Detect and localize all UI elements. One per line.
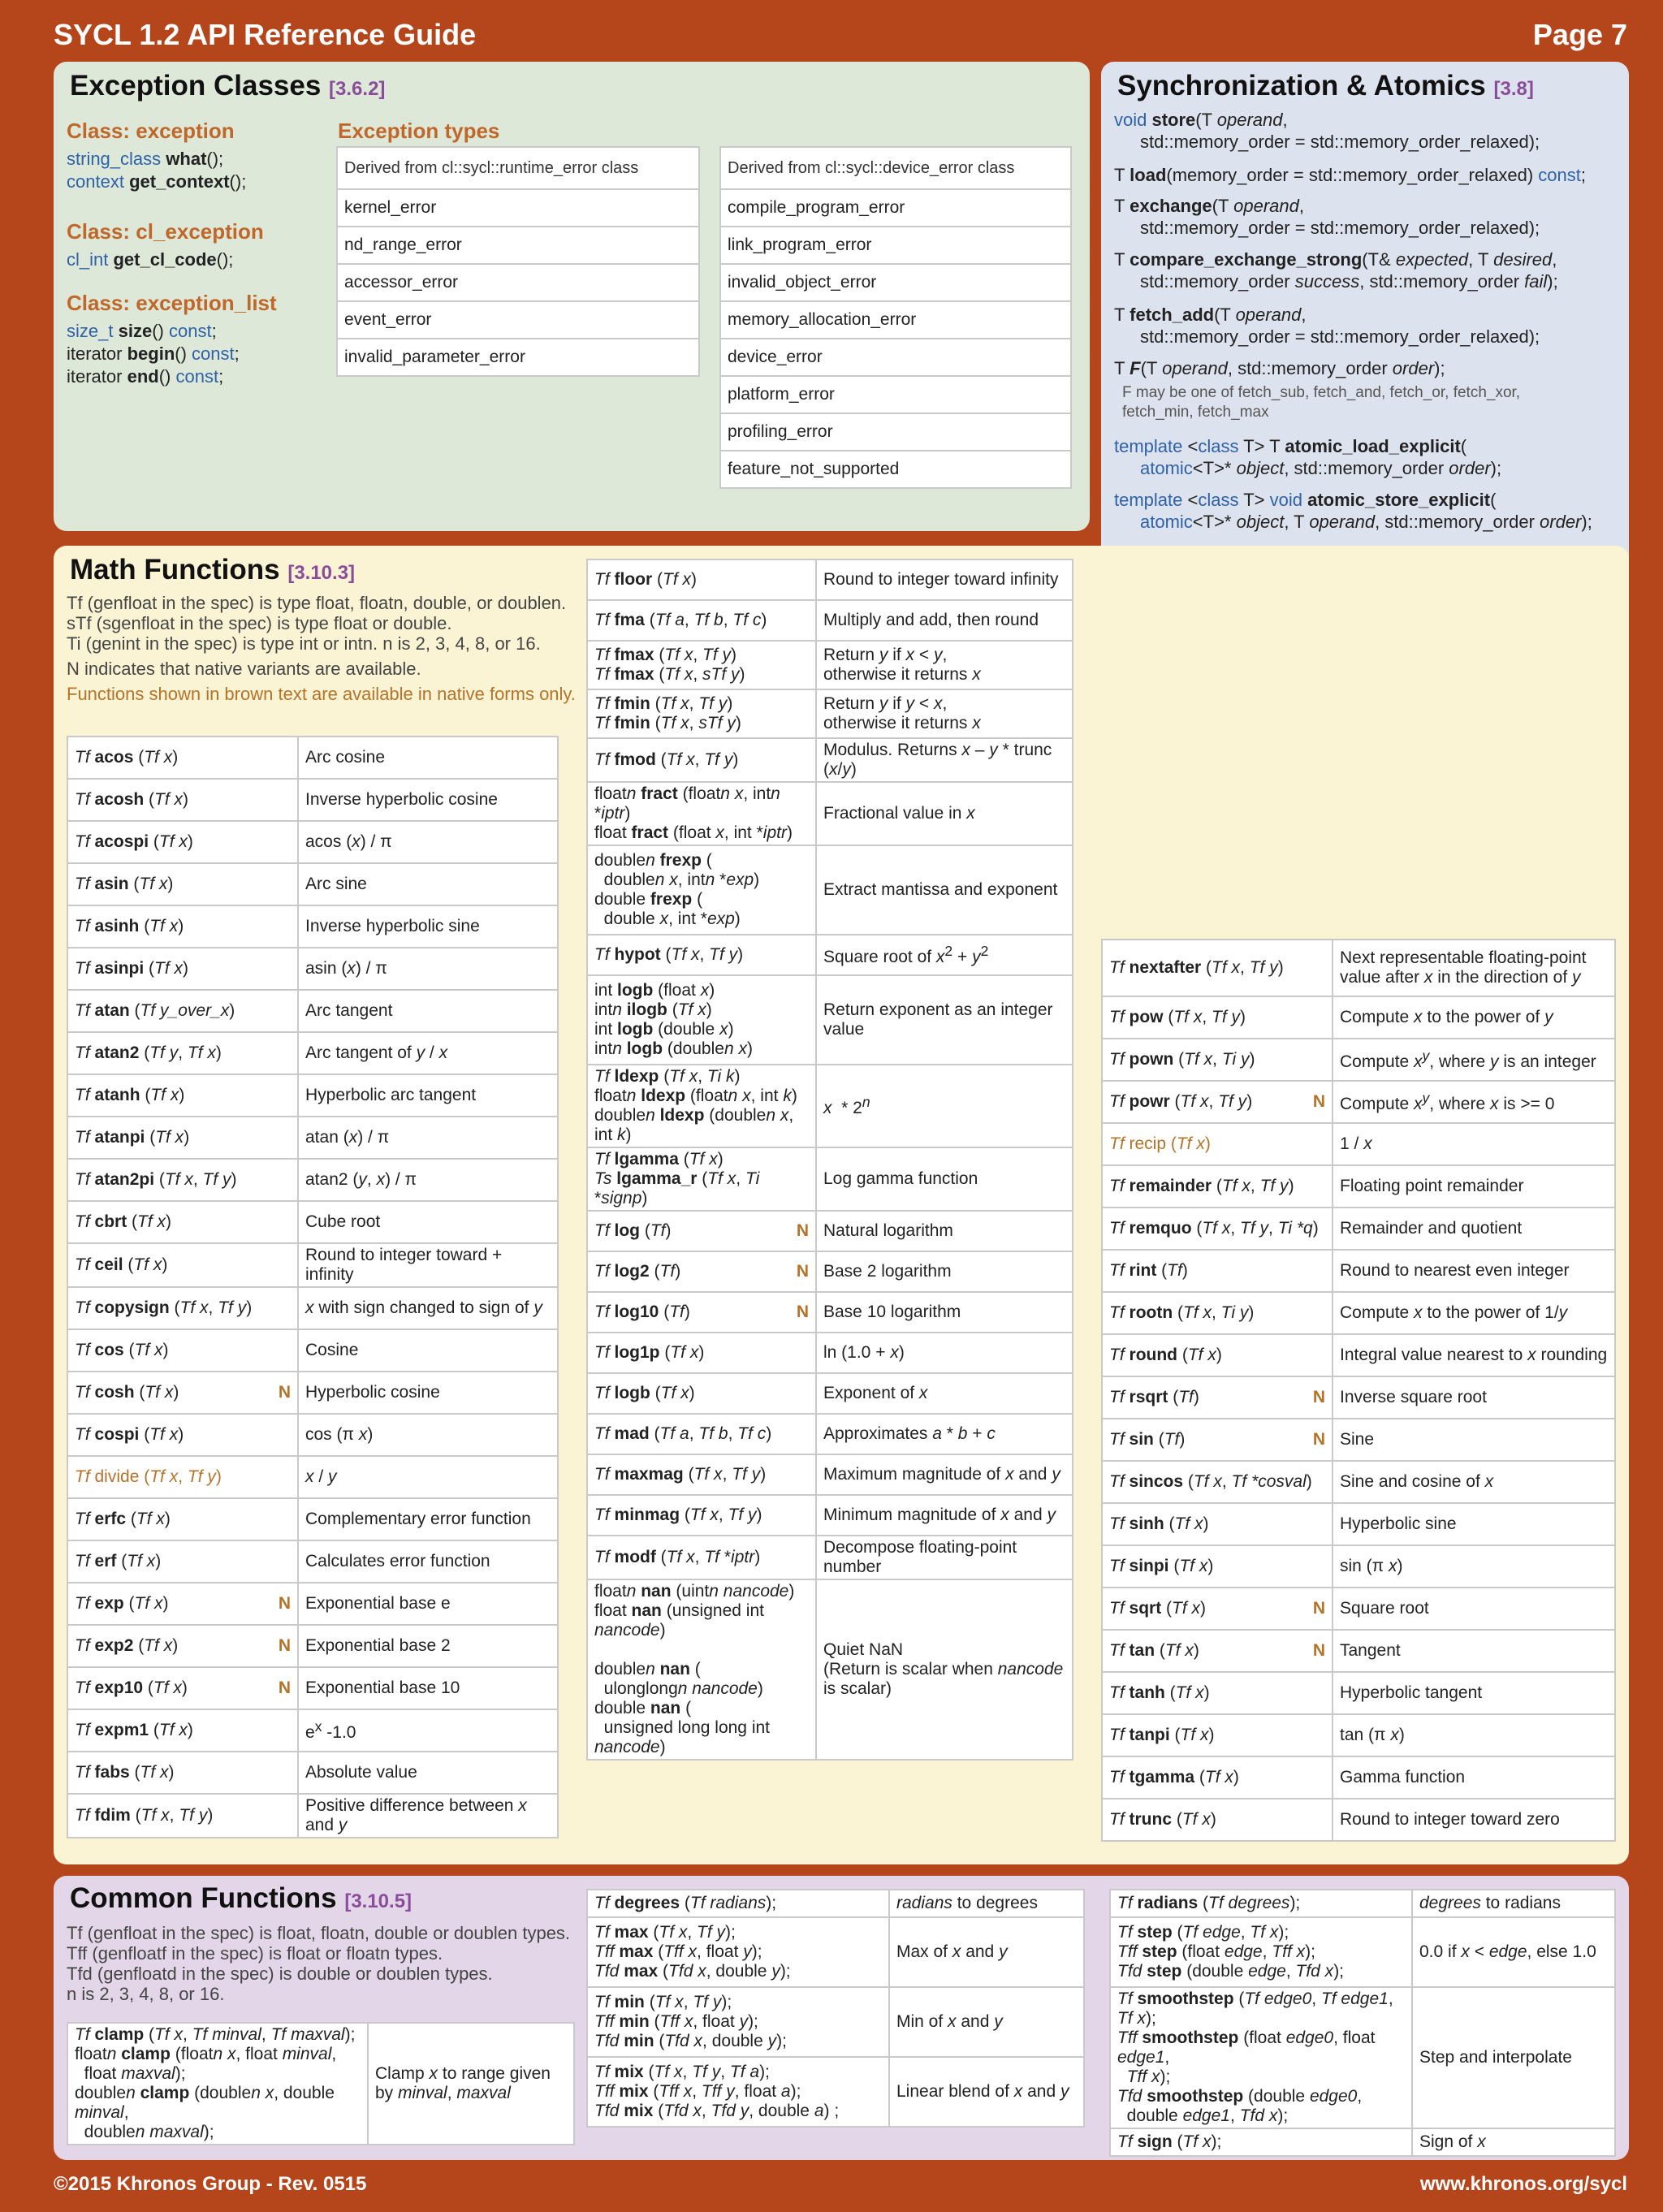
common-intro <box>67 1923 586 2004</box>
intro-line: Functions shown in brown text are available in native forms only. <box>67 684 576 704</box>
common-table-1: Tf clamp (Tf x, Tf minval, Tf maxval); floatn clamp (floatn x, float minval, float maxval); doublen clamp (doublen x, double minval, doublen maxval); Clamp x to range given by minval, maxval <box>67 2022 575 2145</box>
intro-line: Tff (genfloatf in the spec) is float or floatn types. <box>67 1943 443 1964</box>
table-cell: nd_range_error <box>337 227 699 264</box>
load-signature: T load(memory_order = std::memory_order_relaxed) const; <box>1114 165 1586 185</box>
class-cl-exception-label: Class: cl_exception <box>67 219 264 244</box>
table-cell: invalid_parameter_error <box>337 339 699 376</box>
table-cell: accessor_error <box>337 264 699 301</box>
class-exception-label: Class: exception <box>67 119 235 143</box>
runtime-error-table <box>336 146 700 377</box>
atomic-store-explicit-signature: template <class T> void atomic_store_explicit( atomic<T>* object, T operand, std::memory_order order); <box>1114 490 1592 532</box>
footer-bar <box>0 2162 1663 2212</box>
atomic-load-explicit-signature: template <class T> T atomic_load_explicit( atomic<T>* object, std::memory_order order); <box>1114 436 1502 478</box>
math-functions-title: Math Functions [3.10.3] <box>70 554 356 585</box>
sync-atomics-title: Synchronization & Atomics [3.8] <box>1117 70 1534 102</box>
table-cell: device_error <box>720 339 1071 376</box>
intro-line: n is 2, 3, 4, 8, or 16. <box>67 1984 225 2004</box>
table-cell: profiling_error <box>720 413 1071 451</box>
intro-line: Tf (genfloat in the spec) is float, floatn, double or doublen types. <box>67 1923 571 1943</box>
store-signature: void store(T operand, std::memory_order = std::memory_order_relaxed); <box>1114 110 1540 152</box>
table-cell: invalid_object_error <box>720 264 1071 301</box>
exchange-signature: T exchange(T operand, std::memory_order = std::memory_order_relaxed); <box>1114 196 1540 238</box>
common-table-2: Tf degrees (Tf radians); radians to degrees Tf max (Tf x, Tf y); Tff max (Tff x, float y); Tfd max (Tfd x, double y); Max of x and y Tf min (Tf x, Tf y); Tff min (Tff x, float y); Tfd min (Tfd x, double y); Min of x and y Tf mix (Tf x, Tf y, Tf a); Tff mix (Tff x, Tff y, float a); Tfd mix (Tfd x, Tfd y, double a) ; Linear blend of x and y <box>586 1889 1085 2128</box>
table-cell: event_error <box>337 301 699 339</box>
table-cell: platform_error <box>720 376 1071 413</box>
table-cell: link_program_error <box>720 227 1071 264</box>
f-signature: T F(T operand, std::memory_order order); <box>1114 358 1445 378</box>
math-table-2: Tf floor (Tf x) Round to integer toward infinity Tf fma (Tf a, Tf b, Tf c) Multiply and add, then round Tf fmax (Tf x, Tf y) Tf fmax (Tf x, sTf y) Return y if x < y, otherwise it returns x Tf fmin (Tf x, Tf y) Tf fmin (Tf x, sTf y) Return y if y < x, otherwise it returns x Tf fmod (Tf x, Tf y) Modulus. Returns x – y * trunc (x/y) floatn fract (floatn x, intn *iptr) float fract (float x, int *iptr) Fractional value in x doublen frexp ( doublen x, intn *exp) double frexp ( double x, int *exp) Extract mantissa and exponent Tf hypot (Tf x, Tf y) Square root of $x^2 + y^2$ int logb (float x) intn ilogb (Tf x) int logb (double x) intn logb (doublen x) Return exponent as an integer value Tf ldexp (Tf x, Ti k) floatn ldexp (floatn x, int k) doublen ldexp (doublen x, int k) x * 2$^n$ Tf lgamma (Tf x) Ts lgamma_r (Tf x, Ti *signp) Log gamma function Tf log (Tf) N Natural logarithm Tf log2 (Tf) N Base 2 logarithm Tf log10 (Tf) N Base 10 logarithm Tf log1p (Tf x) ln (1.0 + x) Tf logb (Tf x) Exponent of x Tf mad (Tf a, Tf b, Tf c) Approximates a * b + c Tf maxmag (Tf x, Tf y) Maximum magnitude of x and y Tf minmag (Tf x, Tf y) Minimum magnitude of x and y Tf modf (Tf x, Tf *iptr) Decompose floating-point number floatn nan (uintn nancode) float nan (unsigned int nancode) doublen nan ( ulonglongn nancode) double nan ( unsigned long long int nancode) Quiet NaN (Return is scalar when nancode is scalar) <box>586 559 1073 1761</box>
exception-types-label: Exception types <box>338 119 500 143</box>
fetch-add-signature: T fetch_add(T operand, std::memory_order = std::memory_order_relaxed); <box>1114 305 1540 347</box>
guide-title: SYCL 1.2 API Reference Guide <box>54 18 477 51</box>
copyright: ©2015 Khronos Group - Rev. 0515 <box>54 2173 367 2195</box>
f-note: F may be one of fetch_sub, fetch_and, fetch_or, fetch_xor, fetch_min, fetch_max <box>1122 384 1521 421</box>
math-functions-panel <box>54 546 1629 1864</box>
exception-classes-panel <box>54 62 1090 531</box>
intro-line: Ti (genint in the spec) is type int or intn. n is 2, 3, 4, 8, or 16. <box>67 633 541 654</box>
table-cell: kernel_error <box>337 189 699 227</box>
math-table-1: Tf acos (Tf x) Arc cosine Tf acosh (Tf x) Inverse hyperbolic cosine Tf acospi (Tf x) acos (x) / π Tf asin (Tf x) Arc sine Tf asinh (Tf x) Inverse hyperbolic sine Tf asinpi (Tf x) asin (x) / π Tf atan (Tf y_over_x) Arc tangent Tf atan2 (Tf y, Tf x) Arc tangent of y / x Tf atanh (Tf x) Hyperbolic arc tangent Tf atanpi (Tf x) atan (x) / π Tf atan2pi (Tf x, Tf y) atan2 (y, x) / π Tf cbrt (Tf x) Cube root Tf ceil (Tf x) Round to integer toward + infinity Tf copysign (Tf x, Tf y) x with sign changed to sign of y Tf cos (Tf x) Cosine Tf cosh (Tf x) N Hyperbolic cosine Tf cospi (Tf x) cos (π x) Tf divide (Tf x, Tf y) x / y Tf erfc (Tf x) Complementary error function Tf erf (Tf x) Calculates error function Tf exp (Tf x) N Exponential base e Tf exp2 (Tf x) N Exponential base 2 Tf exp10 (Tf x) N Exponential base 10 Tf expm1 (Tf x) $e^x$ -1.0 Tf fabs (Tf x) Absolute value Tf fdim (Tf x, Tf y) Positive difference between x and y <box>67 736 559 1838</box>
class-exception-list-label: Class: exception_list <box>67 291 277 315</box>
intro-line: Tf (genfloat in the spec) is type float, floatn, double, or doublen. <box>67 593 567 613</box>
device-error-header: Derived from cl::sycl::device_error class <box>720 147 1071 189</box>
table-cell: memory_allocation_error <box>720 301 1071 339</box>
exception-classes-title: Exception Classes [3.6.2] <box>70 70 386 102</box>
cl-exception-methods: cl_int get_cl_code(); <box>67 249 234 270</box>
page-number: Page 7 <box>1532 18 1627 51</box>
intro-line: N indicates that native variants are available. <box>67 659 421 679</box>
common-functions-title: Common Functions [3.10.5] <box>70 1882 413 1914</box>
intro-line: Tfd (genfloatd in the spec) is double or doublen types. <box>67 1964 493 1984</box>
exception-list-methods: size_t size() const; iterator begin() const; iterator end() const; <box>67 321 240 387</box>
math-intro <box>67 593 586 704</box>
compare-exchange-signature: T compare_exchange_strong(T& expected, T desired, std::memory_order success, std::memory_order fail); <box>1114 249 1558 292</box>
intro-line: sTf (sgenfloat in the spec) is type float or double. <box>67 613 452 633</box>
table-cell: feature_not_supported <box>720 451 1071 488</box>
common-table-3: Tf radians (Tf degrees); degrees to radians Tf step (Tf edge, Tf x); Tff step (float edge, Tff x); Tfd step (double edge, Tfd x); 0.0 if x < edge, else 1.0 Tf smoothstep (Tf edge0, Tf edge1, Tf x); Tff smoothstep (float edge0, float edge1, Tff x); Tfd smoothstep (double edge0, double edge1, Tfd x); Step and interpolate Tf sign (Tf x); Sign of x <box>1109 1889 1616 2157</box>
table-cell: compile_program_error <box>720 189 1071 227</box>
math-table-3: Tf nextafter (Tf x, Tf y) Next representable floating-point value after x in the direction of y Tf pow (Tf x, Tf y) Compute x to the power of y Tf pown (Tf x, Ti y) Compute $x^y$, where y is an integer Tf powr (Tf x, Tf y) N Compute $x^y$, where x is >= 0 Tf recip (Tf x) 1 / x Tf remainder (Tf x, Tf y) Floating point remainder Tf remquo (Tf x, Tf y, Ti *q) Remainder and quotient Tf rint (Tf) Round to nearest even integer Tf rootn (Tf x, Ti y) Compute x to the power of 1/y Tf round (Tf x) Integral value nearest to x rounding Tf rsqrt (Tf) N Inverse square root Tf sin (Tf) N Sine Tf sincos (Tf x, Tf *cosval) Sine and cosine of x Tf sinh (Tf x) Hyperbolic sine Tf sinpi (Tf x) sin (π x) Tf sqrt (Tf x) N Square root Tf tan (Tf x) N Tangent Tf tanh (Tf x) Hyperbolic tangent Tf tanpi (Tf x) tan (π x) Tf tgamma (Tf x) Gamma function Tf trunc (Tf x) Round to integer toward zero <box>1101 939 1616 1842</box>
runtime-error-header: Derived from cl::sycl::runtime_error class <box>337 147 699 189</box>
common-functions-panel <box>54 1876 1629 2160</box>
header-bar <box>0 0 1663 70</box>
exception-methods: string_class what(); context get_context(); <box>67 149 247 192</box>
khronos-link[interactable]: www.khronos.org/sycl <box>1419 2173 1627 2195</box>
device-error-table <box>719 146 1072 489</box>
